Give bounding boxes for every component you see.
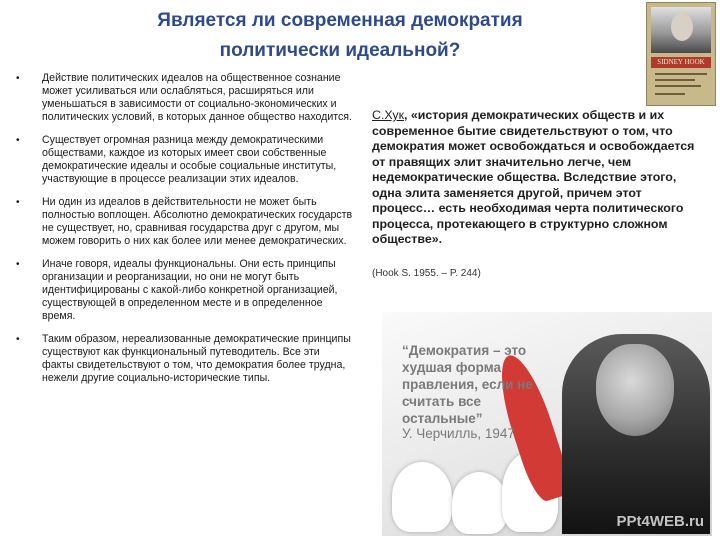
quote-author: С.Хук: [372, 108, 404, 122]
list-item: [14, 196, 354, 248]
watermark: PPt4WEB.ru: [616, 513, 704, 530]
bullet-text: Таким образом, нереализованные демократические принципы существуют как функциональный путеводитель. Все эти факты свидетельствуют о том, что демократия более трудна, нежели другие социально-исторические типы.: [42, 333, 351, 384]
bullet-icon: •: [16, 135, 20, 146]
book-cover-image: [646, 2, 716, 106]
churchill-portrait: [562, 334, 710, 534]
book-author: SIDNEY HOOK: [651, 57, 711, 68]
bullet-text: Ни один из идеалов в действительности не может быть полностью воплощен. Абсолютно демократических государств не существует, но, сравнивая государства друг с другом, мы можем говорить о них как более или менее демократических.: [42, 196, 353, 247]
bullet-icon: •: [16, 73, 20, 84]
bullet-list: [14, 72, 354, 395]
bullet-icon: •: [16, 334, 20, 345]
poster-quote: “Демократия – это худшая форма правления, если не считать все остальные”: [402, 343, 533, 426]
poster-signature: У. Черчилль, 1947: [402, 426, 515, 441]
quote-citation: (Hook S. 1955. – P. 244): [372, 268, 481, 279]
churchill-poster-image: [382, 312, 712, 536]
title-line-2: политически идеальной?: [219, 40, 461, 61]
list-item: [14, 333, 354, 385]
bullet-text: Иначе говоря, идеалы функциональны. Они есть принципы организации и реорганизации, но они не могут быть идентифицированы с какой-либо конкретной организацией, существующей в определенном месте и в определенное время.: [42, 258, 338, 322]
hook-quote: [372, 108, 702, 248]
author-portrait: [651, 7, 711, 53]
list-item: [14, 134, 354, 186]
title-line-1: Является ли современная демократия: [157, 10, 523, 31]
slide-title: [100, 6, 580, 66]
quote-text: , «история демократических обществ и их современное бытие свидетельствуют о том, что демократия может освобождаться и освобождается от правящих элит значительно легче, чем недемократические общества. Вследствие этого, одна элита заменяется другой, причем этот процесс… есть необходимая черта политического процесса, протекающего в структурно сложном обществе».: [372, 108, 695, 246]
bullet-icon: •: [16, 259, 20, 270]
bullet-text: Действие политических идеалов на общественное сознание может усиливаться или ослабляться, расширяться или уменьшаться в зависимости от социально-экономических и политических условий, в которых данное общество находится.: [42, 72, 352, 123]
bullet-text: Существует огромная разница между демократическими обществами, каждое из которых имеет свои собственные демократические идеалы и особые социальные институты, участвующие в процессе реализации этих идеалов.: [42, 134, 337, 185]
list-item: [14, 258, 354, 323]
bullet-icon: •: [16, 197, 20, 208]
list-item: [14, 72, 354, 124]
